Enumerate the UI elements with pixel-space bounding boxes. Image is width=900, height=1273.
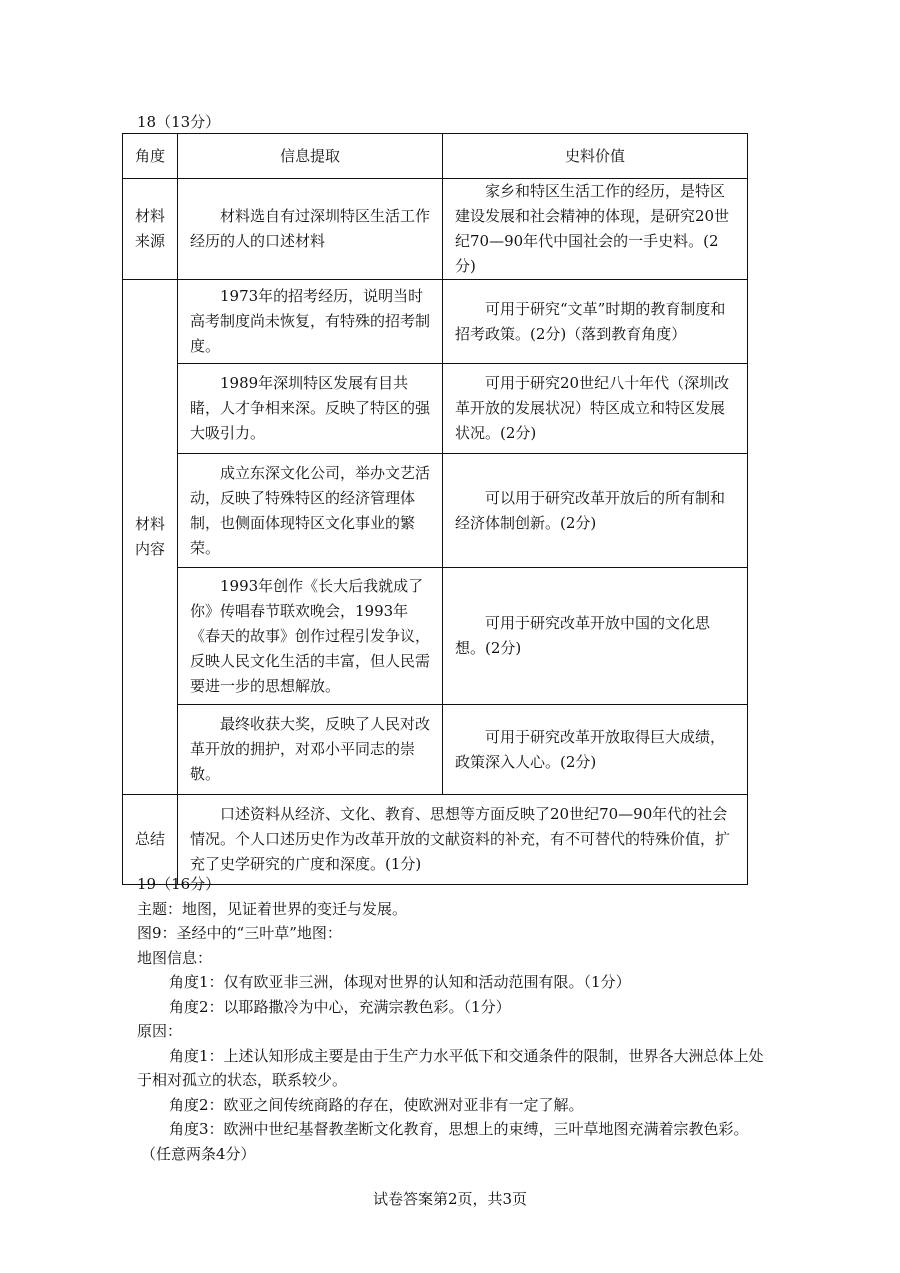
table-header-row — [123, 134, 748, 179]
source-value-cell: 家乡和特区生活工作的经历，是特区建设发展和社会精神的体现，是研究20世纪70—90年代中国社会的一手史料。(2分) — [443, 179, 748, 280]
content-info-cell: 成立东深文化公司，举办文艺活动，反映了特殊特区的经济管理体制，也侧面体现特区文化事业的繁荣。 — [178, 454, 443, 568]
table-row — [123, 795, 748, 885]
reason-item: 角度3：欧洲中世纪基督教垄断文化教育，思想上的束缚，三叶草地图充满着宗教色彩。 — [169, 1120, 749, 1138]
content-info-cell: 1993年创作《长大后我就成了你》传唱春节联欢晚会，1993年《春天的故事》创作过程引发争议，反映人民文化生活的丰富，但人民需要进一步的思想解放。 — [178, 568, 443, 705]
source-info-cell: 材料选自有过深圳特区生活工作经历的人的口述材料 — [178, 179, 443, 280]
content-info-cell: 最终收获大奖，反映了人民对改革开放的拥护，对邓小平同志的崇敬。 — [178, 705, 443, 795]
reason-label: 原因： — [137, 1022, 183, 1040]
q19-theme: 主题：地图，见证着世界的变迁与发展。 — [137, 899, 408, 918]
header-info: 信息提取 — [178, 134, 443, 179]
content-value-cell: 可用于研究“文革”时期的教育制度和招考政策。(2分)（落到教育角度） — [443, 280, 748, 364]
table-row — [123, 280, 748, 364]
map-info-item: 角度2：以耶路撒冷为中心，充满宗教色彩。（1分） — [169, 997, 511, 1016]
content-angle-line: 内容 — [135, 540, 166, 558]
q18-heading: 18（13分） — [137, 113, 221, 131]
table-row — [123, 179, 748, 280]
header-value: 史料价值 — [443, 134, 748, 179]
q19-figure: 图9：圣经中的“三叶草”地图： — [137, 924, 342, 942]
map-info-item: 角度1：仅有欧亚非三洲，体现对世界的认知和活动范围有限。（1分） — [169, 973, 631, 991]
score-note: （任意两条4分） — [141, 1144, 256, 1163]
content-angle-cell — [123, 280, 178, 795]
source-angle-cell — [123, 179, 178, 280]
page-footer: 试卷答案第2页，共3页 — [372, 1190, 528, 1208]
source-angle-line: 来源 — [135, 232, 166, 250]
table-row — [123, 705, 748, 795]
content-info-cell: 1973年的招考经历，说明当时高考制度尚未恢复，有特殊的招考制度。 — [178, 280, 443, 364]
q19-section — [137, 872, 777, 1166]
q19-heading: 19（16分） — [137, 875, 221, 893]
content-info-cell: 1989年深圳特区发展有目共睹，人才争相来深。反映了特区的强大吸引力。 — [178, 364, 443, 454]
content-value-cell: 可用于研究20世纪八十年代（深圳改革开放的发展状况）特区成立和特区发展状况。(2分) — [443, 364, 748, 454]
table-row — [123, 568, 748, 705]
summary-text-cell: 口述资料从经济、文化、教育、思想等方面反映了20世纪70—90年代的社会情况。个人口述历史作为改革开放的文献资料的补充，有不可替代的特殊价值，扩充了史学研究的广度和深度。(1分) — [178, 795, 748, 885]
source-angle-line: 材料 — [135, 207, 166, 225]
header-angle: 角度 — [123, 134, 178, 179]
map-info-label: 地图信息： — [137, 948, 213, 967]
content-value-cell: 可以用于研究改革开放后的所有制和经济体制创新。(2分) — [443, 454, 748, 568]
reason-item: 角度2：欧亚之间传统商路的存在，使欧洲对亚非有一定了解。 — [169, 1095, 584, 1114]
q18-answer-table — [122, 133, 748, 885]
summary-angle-cell: 总结 — [123, 795, 178, 885]
content-angle-line: 材料 — [135, 515, 166, 533]
content-value-cell: 可用于研究改革开放取得巨大成绩，政策深入人心。(2分) — [443, 705, 748, 795]
table-row — [123, 364, 748, 454]
reason-item: 角度1：上述认知形成主要是由于生产力水平低下和交通条件的限制，世界各大洲总体上处于相对孤立的状态，联系较少。 — [137, 1046, 764, 1089]
content-value-cell: 可用于研究改革开放中国的文化思想。(2分) — [443, 568, 748, 705]
table-row — [123, 454, 748, 568]
